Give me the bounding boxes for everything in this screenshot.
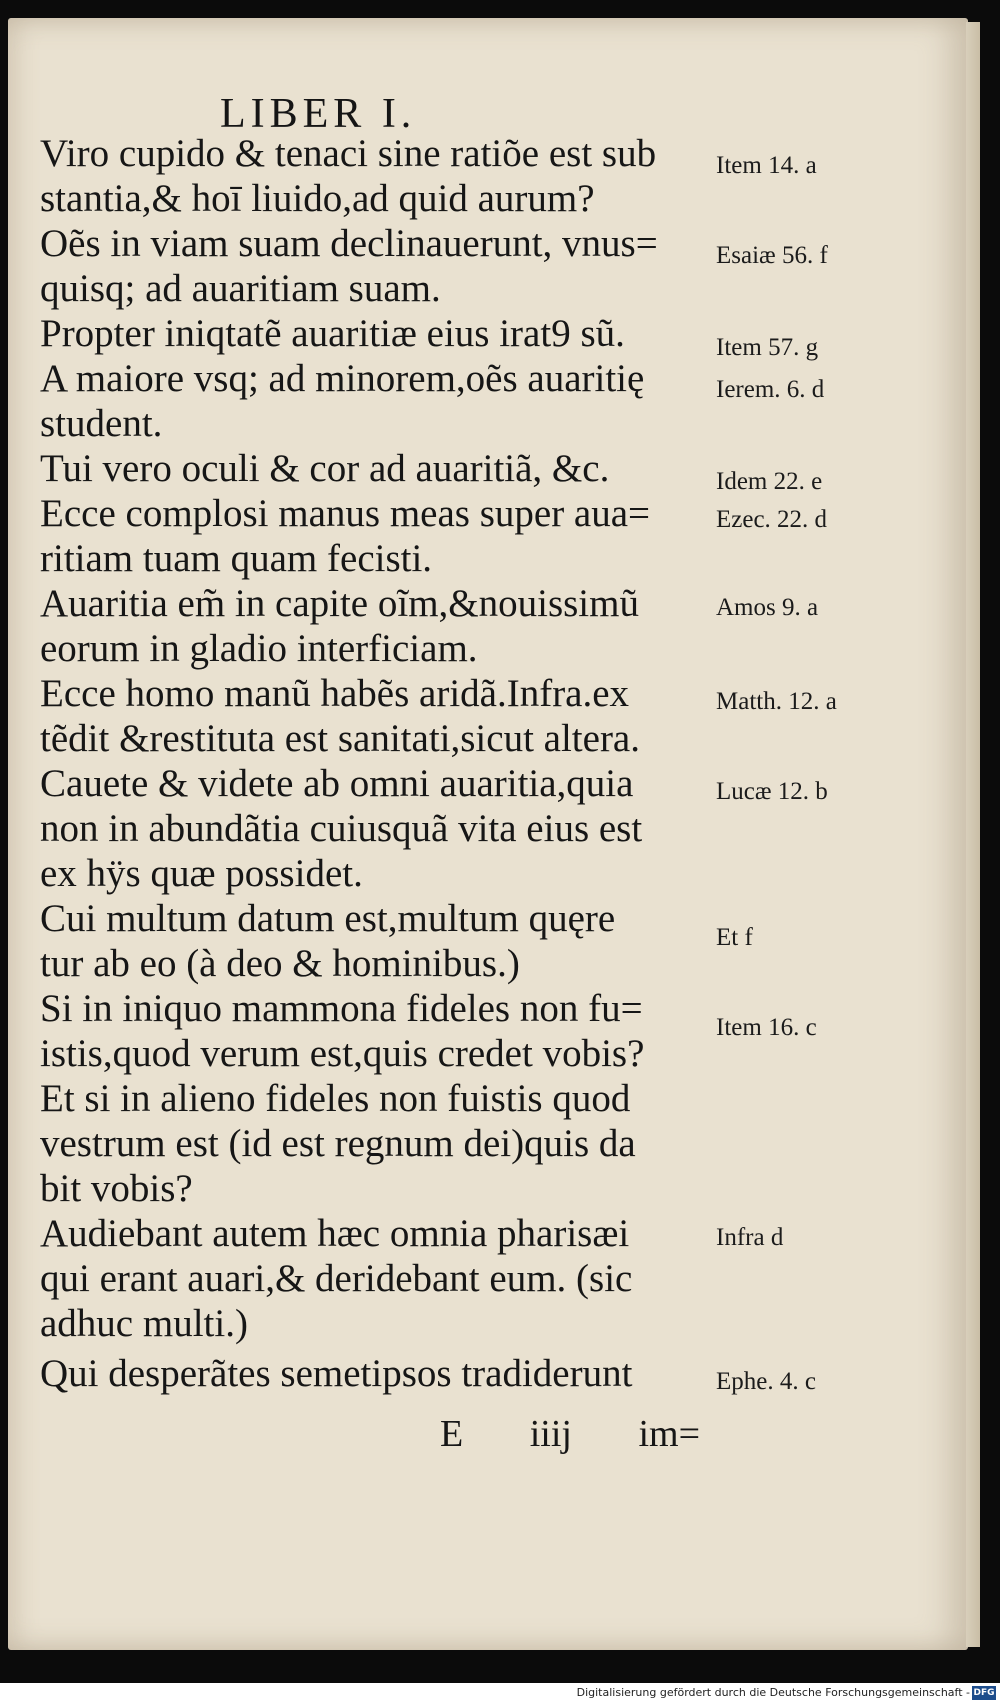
text-line: Cauete & videte ab omni auaritia,quia [40, 762, 634, 805]
margin-note: Item 16. c [716, 1014, 817, 1041]
text-line: adhuc multi.) [40, 1302, 248, 1345]
catchword: im= [638, 1413, 700, 1455]
margin-note: Ierem. 6. d [716, 376, 825, 403]
text-line: Cui multum datum est,multum quęre [40, 897, 616, 940]
text-line: Auaritia em̃ in capite oĩm,&nouissimũ [40, 582, 639, 625]
text-line: ritiam tuam quam fecisti. [40, 537, 433, 580]
text-line: vestrum est (id est regnum dei)quis da [40, 1122, 636, 1165]
margin-note: Idem 22. e [716, 468, 823, 495]
margin-note: Matth. 12. a [716, 688, 837, 715]
text-line: A maiore vsq; ad minorem,oẽs auaritię [40, 357, 645, 400]
text-line: qui erant auari,& deridebant eum. (sic [40, 1257, 633, 1300]
signature-mark: E [440, 1413, 464, 1455]
text-line: student. [40, 402, 163, 445]
text-line: quisq; ad auaritiam suam. [40, 267, 441, 310]
margin-note: Item 57. g [716, 334, 819, 361]
text-line: Qui desperãtes semetipsos tradiderunt [40, 1352, 633, 1395]
text-line: Oẽs in viam suam declinauerunt, vnus= [40, 222, 658, 265]
running-head: LIBER I. [220, 91, 417, 137]
margin-note: Infra d [716, 1224, 784, 1251]
margin-note: Ezec. 22. d [716, 506, 828, 533]
text-line: tur ab eo (à deo & hominibus.) [40, 942, 520, 985]
text-line: stantia,& hoī liuido,ad quid aurum? [40, 177, 595, 220]
margin-note: Esaiæ 56. f [716, 242, 828, 269]
text-line: non in abundãtia cuiusquã vita eius est [40, 807, 643, 850]
dfg-logo: DFG [973, 1688, 995, 1698]
text-line: Ecce complosi manus meas super aua= [40, 492, 651, 535]
text-line: Audiebant autem hæc omnia pharisæi [40, 1212, 630, 1255]
margin-note: Ephe. 4. c [716, 1368, 816, 1395]
text-line: istis,quod verum est,quis credet vobis? [40, 1032, 645, 1075]
text-line: bit vobis? [40, 1167, 193, 1210]
margin-note: Item 14. a [716, 152, 817, 179]
text-line: ex hÿs quæ possidet. [40, 852, 363, 895]
margin-note: Amos 9. a [716, 594, 819, 621]
signature-number: iiij [529, 1413, 572, 1455]
text-line: Ecce homo manũ habẽs aridã.Infra.ex [40, 672, 630, 715]
page-edge [966, 22, 980, 1647]
text-line: Tui vero oculi & cor ad auaritiã, &c. [40, 447, 610, 490]
margin-note: Et f [716, 924, 753, 951]
text-line: Propter iniqtatẽ auaritiæ eius irat9 sũ. [40, 312, 625, 355]
text-line: Si in iniquo mammona fideles non fu= [40, 987, 643, 1030]
signature-line [440, 1412, 700, 1456]
text-line: Et si in alieno fideles non fuistis quod [40, 1077, 631, 1120]
text-line: Viro cupido & tenaci sine ratiõe est sub [40, 132, 657, 175]
text-line: eorum in gladio interficiam. [40, 627, 478, 670]
margin-note: Lucæ 12. b [716, 778, 828, 805]
footer-credit: Digitalisierung gefördert durch die Deutsche Forschungsgemeinschaft - [576, 1686, 970, 1699]
text-line: tẽdit &restituta est sanitati,sicut altera. [40, 717, 640, 760]
